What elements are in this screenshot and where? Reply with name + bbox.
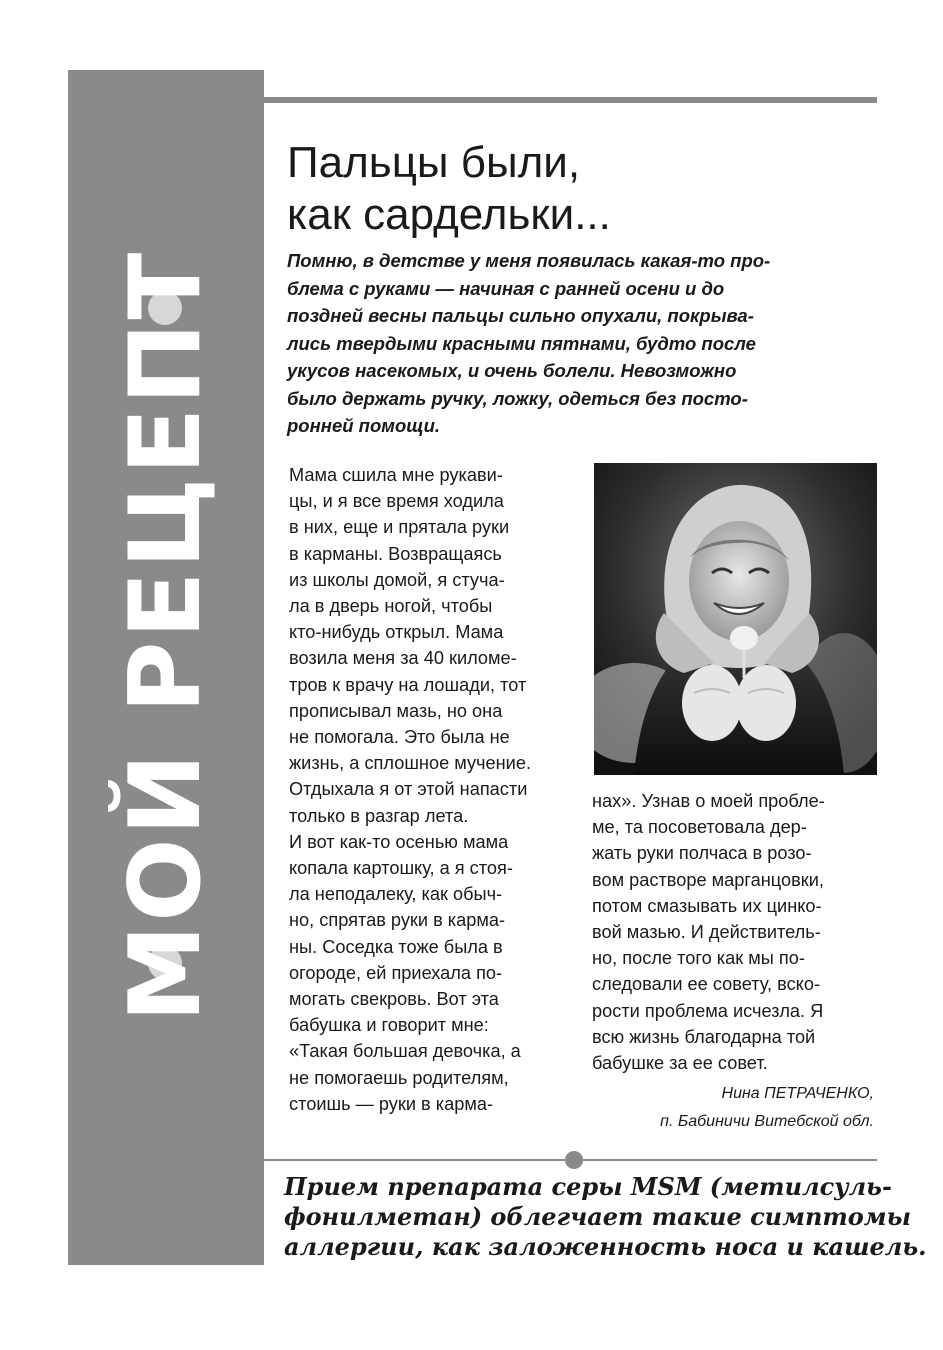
lead-line: было держать ручку, ложку, одеться без посто- <box>287 387 748 409</box>
body-line: бабушка и говорит мне: <box>289 1015 489 1036</box>
lead-line: Помню, в детстве у меня появилась какая-то про- <box>287 250 771 271</box>
body-line: только в разгар лета. <box>289 805 469 826</box>
tip-line: Прием препарата серы MSM (метилсуль- <box>284 1172 892 1201</box>
lead-line: ронней помощи. <box>287 415 441 436</box>
body-line: возила меня за 40 киломе- <box>289 648 517 669</box>
body-line: стоишь — руки в карма- <box>289 1093 494 1114</box>
body-line: не помогала. Это была не <box>289 727 510 748</box>
body-line: ла в дверь ногой, чтобы <box>289 596 493 617</box>
tip-line: аллергии, как заложенность носа и кашель. <box>284 1232 927 1261</box>
tip-line: фонилметан) облегчает такие симптомы <box>284 1202 912 1231</box>
lead-line: блема с руками — начиная с ранней осени и до <box>287 277 725 299</box>
body-column-right <box>592 788 882 1076</box>
body-line: кто-нибудь открыл. Мама <box>289 622 504 643</box>
body-line: копала картошку, а я стоя- <box>289 858 513 879</box>
author-name: Нина ПЕТРАЧЕНКО, <box>721 1085 874 1102</box>
body-line: ме, та посоветовала дер- <box>592 817 807 838</box>
body-line: потом смазывать их цинко- <box>592 895 822 916</box>
lead-line: лись твердыми красными пятнами, будто после <box>287 332 756 354</box>
body-line: нах». Узнав о моей пробле- <box>592 791 825 811</box>
body-line: «Такая большая девочка, а <box>289 1041 521 1062</box>
body-line: из школы домой, я стуча- <box>289 569 505 590</box>
body-line: в них, еще и прятала руки <box>289 517 510 538</box>
body-line: рости проблема исчезла. Я <box>592 1000 824 1021</box>
body-line: Отдыхала я от этой напасти <box>289 779 528 800</box>
author-location: п. Бабиничи Витебской обл. <box>660 1113 874 1130</box>
body-line: Мама сшила мне рукави- <box>289 465 503 485</box>
body-line: ла неподалеку, как обыч- <box>289 884 503 905</box>
body-line: но, спрятав руки в карма- <box>289 910 506 931</box>
title-line: как сардельки... <box>287 190 611 239</box>
body-line: И вот как-то осенью мама <box>289 831 509 852</box>
body-line: не помогаешь родителям, <box>289 1067 509 1088</box>
body-line: жизнь, а сплошное мучение. <box>289 753 532 774</box>
health-tip <box>284 1172 927 1262</box>
body-line: в карманы. Возвращаясь <box>289 543 502 564</box>
rubric-label: МОЙ РЕЦЕПТ <box>109 249 223 1023</box>
body-line: прописывал мазь, но она <box>289 700 503 721</box>
body-line: тров к врачу на лошади, тот <box>289 674 527 695</box>
lead-line: укусов насекомых, и очень болели. Невозможно <box>287 360 737 381</box>
body-line: могать свекровь. Вот эта <box>289 989 499 1010</box>
body-column-left <box>289 462 579 1117</box>
article-lead <box>287 247 872 440</box>
title-line: Пальцы были, <box>287 138 581 187</box>
body-line: бабушке за ее совет. <box>592 1053 768 1074</box>
body-line: всю жизнь благодарна той <box>592 1026 816 1047</box>
article-title <box>287 137 867 241</box>
body-line: следовали ее совету, вско- <box>592 974 821 995</box>
lead-line: поздней весны пальцы сильно опухали, покрыва- <box>287 305 754 326</box>
article-photo <box>594 463 877 775</box>
body-line: жать руки полчаса в розо- <box>592 843 812 864</box>
body-line: вой мазью. И действитель- <box>592 922 821 943</box>
body-line: но, после того как мы по- <box>592 948 805 969</box>
bottom-rule-dot <box>565 1151 583 1169</box>
body-line: вом растворе марганцовки, <box>592 869 824 890</box>
body-line: огороде, ей приехала по- <box>289 962 503 983</box>
body-line: ны. Соседка тоже была в <box>289 936 503 957</box>
top-rule <box>264 97 877 103</box>
body-line: цы, и я все время ходила <box>289 491 504 512</box>
article-signature <box>660 1080 874 1136</box>
